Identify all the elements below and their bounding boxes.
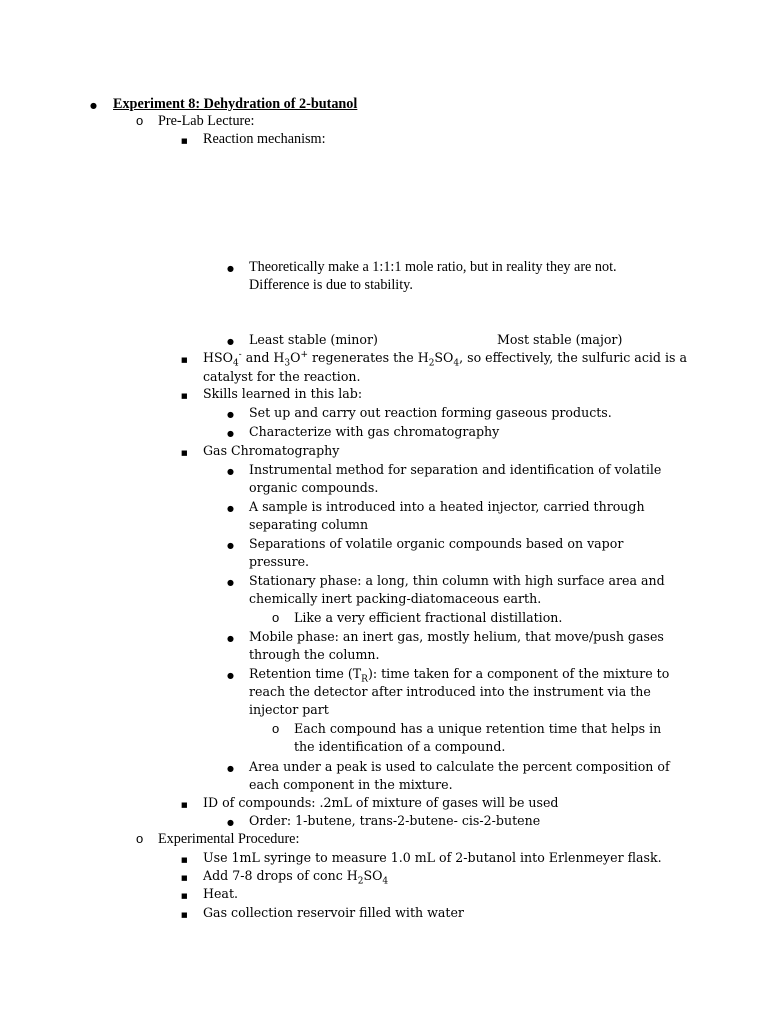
section-pre-lab: Pre-Lab Lecture: (158, 113, 255, 129)
gc-item-line: injector part (249, 702, 329, 717)
procedure-step: Gas collection reservoir filled with water (203, 905, 464, 920)
least-stable-label: Least stable (minor) (249, 332, 378, 347)
gc-item-line: Retention time $(T_R)$: time taken for a component of the mixture to (249, 666, 670, 685)
square-bullet-icon (181, 885, 188, 905)
gc-subitem-line: Each compound has a unique retention time that helps in (294, 721, 662, 736)
bullet-icon (227, 404, 234, 424)
bullet-icon (227, 498, 234, 518)
bullet-icon (227, 423, 234, 443)
skill-item: Set up and carry out reaction forming gaseous products. (249, 405, 612, 420)
bullet-icon (227, 535, 234, 555)
square-bullet-icon (181, 385, 188, 405)
id-compounds-text: ID of compounds: .2mL of mixture of gases will be used (203, 795, 559, 810)
procedure-step: Heat. (203, 886, 239, 901)
square-bullet-icon (181, 849, 188, 869)
hso4-regenerates-text: $HSO_4^-$ and $H_3O^+$ regenerates the $H_2SO_4$, so effectively, the sulfuric acid is a (203, 349, 687, 369)
square-bullet-icon (181, 442, 188, 462)
square-bullet-icon (181, 130, 188, 150)
document-title: Experiment 8: Dehydration of 2-butanol (113, 96, 358, 112)
gc-item-line: Area under a peak is used to calculate the percent composition of (249, 759, 670, 774)
gc-item-line: Separations of volatile organic compounds based on vapor (249, 536, 624, 551)
gc-item-line: through the column. (249, 647, 380, 662)
square-bullet-icon (181, 904, 188, 924)
square-bullet-icon (181, 794, 188, 814)
gc-subitem-line: the identification of a compound. (294, 739, 506, 754)
gc-item-line: Instrumental method for separation and identification of volatile (249, 462, 662, 477)
bullet-icon (227, 628, 234, 648)
gc-item-line: Mobile phase: an inert gas, mostly helium, that move/push gases (249, 629, 664, 644)
skills-heading: Skills learned in this lab: (203, 386, 363, 401)
ratio-line-2: Difference is due to stability. (249, 277, 413, 293)
bullet-icon (90, 95, 97, 115)
square-bullet-icon (181, 867, 188, 887)
circle-bullet-icon (272, 720, 279, 738)
bullet-icon (227, 665, 234, 685)
circle-bullet-icon (136, 112, 143, 130)
bullet-icon (227, 758, 234, 778)
gc-item-line: separating column (249, 517, 369, 532)
circle-bullet-icon (136, 830, 143, 848)
bullet-icon (227, 331, 234, 351)
ratio-line-1: Theoretically make a 1:1:1 mole ratio, but in reality they are not. (249, 259, 617, 275)
section-procedure: Experimental Procedure: (158, 831, 300, 847)
bullet-icon (227, 461, 234, 481)
order-text: Order: 1-butene, trans-2-butene- cis-2-butene (249, 813, 541, 828)
gc-item-line: reach the detector after introduced into the instrument via the (249, 684, 651, 699)
gc-heading: Gas Chromatography (203, 443, 340, 458)
hso4-line-2: catalyst for the reaction. (203, 369, 361, 384)
most-stable-label: Most stable (major) (497, 332, 623, 347)
bullet-icon (227, 572, 234, 592)
gc-item-line: organic compounds. (249, 480, 379, 495)
gc-subitem-line: Like a very efficient fractional distillation. (294, 610, 563, 625)
circle-bullet-icon (272, 609, 279, 627)
gc-item-line: chemically inert packing-diatomaceous earth. (249, 591, 542, 606)
bullet-icon (227, 812, 234, 832)
procedure-step: Add 7-8 drops of conc $H_2SO_4$ (203, 868, 389, 887)
gc-item-line: A sample is introduced into a heated injector, carried through (249, 499, 645, 514)
procedure-step: Use 1mL syringe to measure 1.0 mL of 2-butanol into Erlenmeyer flask. (203, 850, 662, 865)
square-bullet-icon (181, 349, 188, 369)
skill-item: Characterize with gas chromatography (249, 424, 500, 439)
gc-item-line: pressure. (249, 554, 310, 569)
gc-item-line: Stationary phase: a long, thin column with high surface area and (249, 573, 665, 588)
gc-item-line: each component in the mixture. (249, 777, 453, 792)
reaction-mechanism-label: Reaction mechanism: (203, 131, 326, 147)
bullet-icon (227, 258, 234, 278)
